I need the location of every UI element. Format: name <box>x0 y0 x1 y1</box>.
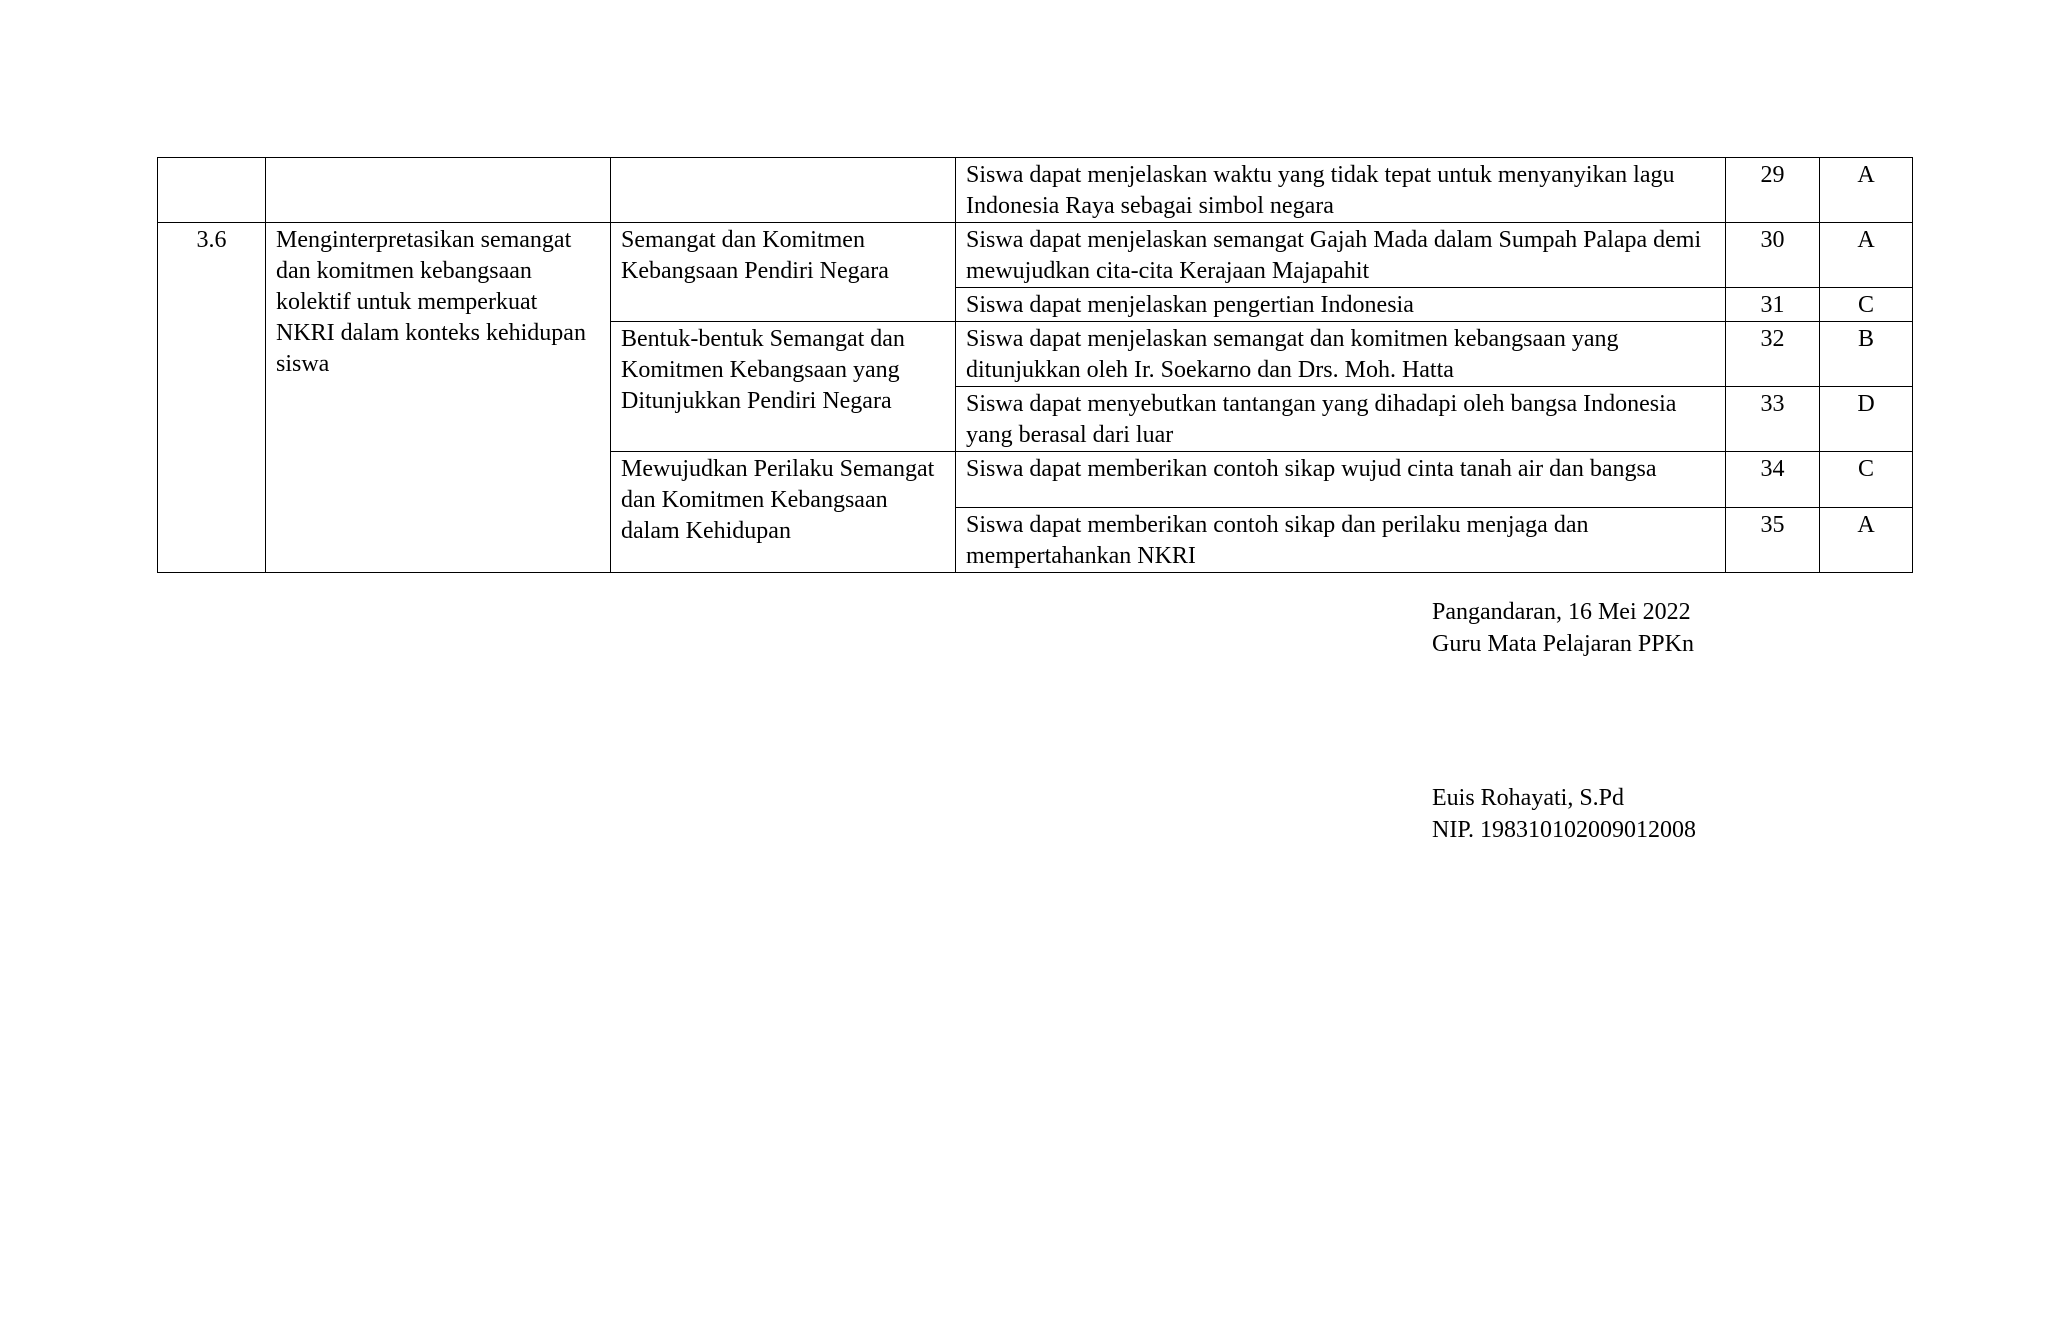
materi-cell: Semangat dan Komitmen Kebangsaan Pendiri Negara <box>611 223 956 322</box>
signature-space <box>1432 660 1696 782</box>
kd-description-cell <box>266 158 611 223</box>
kunci-jawaban-cell: A <box>1820 508 1913 573</box>
nomor-soal-cell: 32 <box>1726 322 1820 387</box>
signer-nip: NIP. 198310102009012008 <box>1432 817 1697 843</box>
kd-description-cell: Menginterpretasikan semangat dan komitmen kebangsaan kolektif untuk memperkuat NKRI dalam konteks kehidupan siswa <box>266 223 611 573</box>
kunci-jawaban-cell: D <box>1820 387 1913 452</box>
kunci-jawaban-cell: A <box>1820 158 1913 223</box>
kunci-jawaban-cell: A <box>1820 223 1913 288</box>
kunci-jawaban-cell: B <box>1820 322 1913 387</box>
materi-cell: Bentuk-bentuk Semangat dan Komitmen Kebangsaan yang Ditunjukkan Pendiri Negara <box>611 322 956 452</box>
kunci-jawaban-cell: C <box>1820 288 1913 322</box>
place-date: Pangandaran, 16 Mei 2022 <box>1432 599 1691 625</box>
indikator-cell: Siswa dapat menjelaskan semangat Gajah Mada dalam Sumpah Palapa demi mewujudkan cita-cita Kerajaan Majapahit <box>956 223 1726 288</box>
nomor-soal-cell: 34 <box>1726 452 1820 508</box>
indikator-cell: Siswa dapat memberikan contoh sikap dan perilaku menjaga dan mempertahankan NKRI <box>956 508 1726 573</box>
kisi-kisi-table <box>157 157 1913 573</box>
indikator-cell: Siswa dapat menyebutkan tantangan yang dihadapi oleh bangsa Indonesia yang berasal dari luar <box>956 387 1726 452</box>
signature-block <box>1432 596 1696 846</box>
materi-cell <box>611 158 956 223</box>
table-row <box>158 158 1913 223</box>
signer-name: Euis Rohayati, S.Pd <box>1432 785 1625 811</box>
kd-number-cell <box>158 158 266 223</box>
nomor-soal-cell: 35 <box>1726 508 1820 573</box>
indikator-cell: Siswa dapat memberikan contoh sikap wujud cinta tanah air dan bangsa <box>956 452 1726 508</box>
materi-cell: Mewujudkan Perilaku Semangat dan Komitmen Kebangsaan dalam Kehidupan <box>611 452 956 573</box>
nomor-soal-cell: 33 <box>1726 387 1820 452</box>
indikator-cell: Siswa dapat menjelaskan pengertian Indonesia <box>956 288 1726 322</box>
indikator-cell: Siswa dapat menjelaskan semangat dan komitmen kebangsaan yang ditunjukkan oleh Ir. Soekarno dan Drs. Moh. Hatta <box>956 322 1726 387</box>
kunci-jawaban-cell: C <box>1820 452 1913 508</box>
nomor-soal-cell: 29 <box>1726 158 1820 223</box>
kd-number-cell: 3.6 <box>158 223 266 573</box>
nomor-soal-cell: 31 <box>1726 288 1820 322</box>
nomor-soal-cell: 30 <box>1726 223 1820 288</box>
table-row <box>158 223 1913 288</box>
indikator-cell: Siswa dapat menjelaskan waktu yang tidak tepat untuk menyanyikan lagu Indonesia Raya sebagai simbol negara <box>956 158 1726 223</box>
signer-role: Guru Mata Pelajaran PPKn <box>1432 631 1694 657</box>
